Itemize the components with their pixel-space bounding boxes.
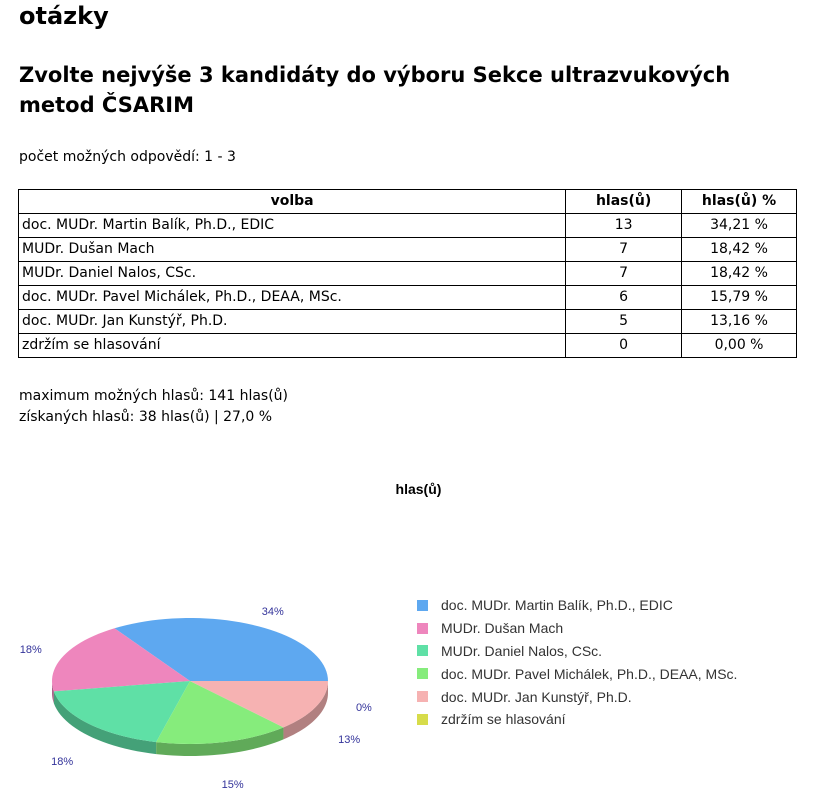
choice-cell: doc. MUDr. Martin Balík, Ph.D., EDIC: [19, 214, 566, 238]
votes-cell: 5: [566, 310, 682, 334]
choice-cell: MUDr. Daniel Nalos, CSc.: [19, 262, 566, 286]
legend-item: [417, 594, 737, 617]
legend-label: doc. MUDr. Jan Kunstýř, Ph.D.: [441, 688, 632, 705]
votes-cell: 7: [566, 238, 682, 262]
column-header-choice: volba: [19, 190, 566, 214]
pie-data-label: 0%: [355, 702, 372, 714]
votes-cell: 13: [566, 214, 682, 238]
legend-item: [417, 617, 737, 640]
legend-item: [417, 708, 737, 731]
choice-cell: doc. MUDr. Pavel Michálek, Ph.D., DEAA, MSc.: [19, 286, 566, 310]
choice-cell: doc. MUDr. Jan Kunstýř, Ph.D.: [19, 310, 566, 334]
legend-label: doc. MUDr. Pavel Michálek, Ph.D., DEAA, MSc.: [441, 665, 738, 682]
pie-data-label: 18%: [51, 755, 74, 768]
received-votes-text: získaných hlasů: 38 hlas(ů) | 27,0 %: [19, 409, 273, 425]
chart-title: hlas(ů): [395, 481, 442, 497]
pie-data-label: 15%: [221, 779, 244, 791]
legend-swatch: [417, 714, 428, 725]
column-header-votes: hlas(ů): [566, 190, 682, 214]
pie-data-label: 13%: [338, 733, 361, 746]
legend-label: doc. MUDr. Martin Balík, Ph.D., EDIC: [441, 597, 673, 614]
choice-cell: zdržím se hlasování: [19, 334, 566, 358]
legend-label: MUDr. Dušan Mach: [441, 620, 564, 637]
percent-cell: 0,00 %: [682, 334, 797, 358]
page-title: otázky: [19, 2, 109, 30]
votes-cell: 0: [566, 334, 682, 358]
legend-label: MUDr. Daniel Nalos, CSc.: [441, 642, 603, 659]
legend-item: [417, 640, 737, 663]
column-header-percent: hlas(ů) %: [682, 190, 797, 214]
legend-swatch: [417, 668, 428, 679]
pie-data-label: 34%: [261, 606, 284, 619]
votes-cell: 6: [566, 286, 682, 310]
votes-cell: 7: [566, 262, 682, 286]
legend-swatch: [417, 645, 428, 656]
percent-cell: 13,16 %: [682, 310, 797, 334]
percent-cell: 34,21 %: [682, 214, 797, 238]
percent-cell: 15,79 %: [682, 286, 797, 310]
pie-data-label: 18%: [19, 644, 42, 657]
question-title: Zvolte nejvýše 3 kandidáty do výboru Sekce ultrazvukových metod ČSARIM: [19, 63, 731, 117]
legend-swatch: [417, 691, 428, 702]
chart-legend: [417, 594, 737, 731]
percent-cell: 18,42 %: [682, 238, 797, 262]
legend-item: [417, 662, 737, 685]
legend-swatch: [417, 623, 428, 634]
legend-swatch: [417, 600, 428, 611]
max-votes-text: maximum možných hlasů: 141 hlas(ů): [19, 388, 289, 404]
legend-item: [417, 685, 737, 708]
percent-cell: 18,42 %: [682, 262, 797, 286]
legend-label: zdržím se hlasování: [441, 711, 566, 728]
choice-cell: MUDr. Dušan Mach: [19, 238, 566, 262]
answer-count: počet možných odpovědí: 1 - 3: [19, 149, 236, 165]
